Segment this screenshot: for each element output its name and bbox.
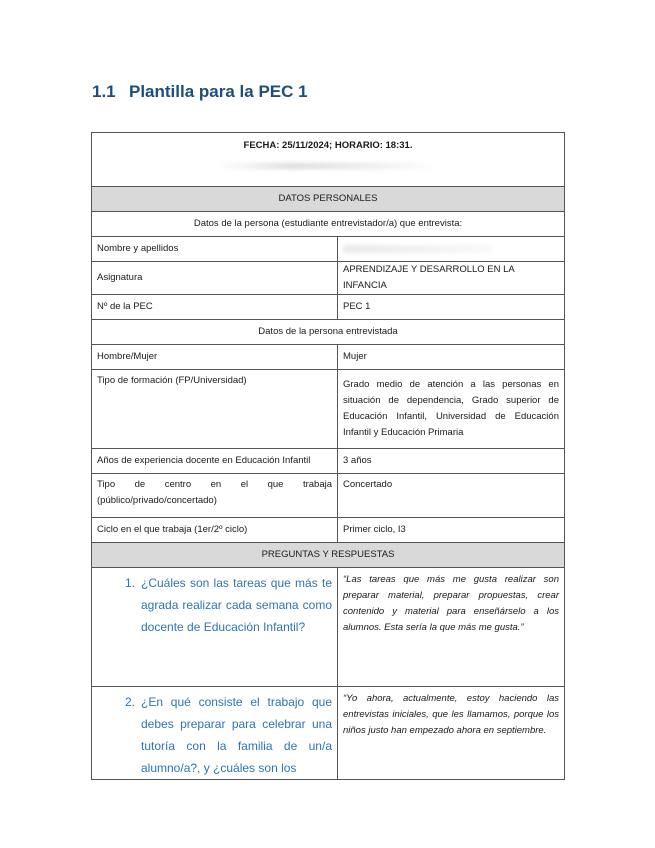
- entrevistada-row: [92, 320, 565, 345]
- answer-text: “Yo ahora, actualmente, estoy haciendo las entrevistas iniciales, que les llamamos, porque los niños justo han empezado ahora en septiembre.: [338, 687, 565, 780]
- formacion-row: [92, 370, 565, 449]
- ciclo-row: [92, 518, 565, 543]
- estudiante-header: Datos de la persona (estudiante entrevistador/a) que entrevista:: [92, 212, 565, 237]
- qa-row-1: [92, 568, 565, 687]
- redacted-name: [343, 245, 493, 253]
- formacion-value: Grado medio de atención a las personas en situación de dependencia, Grado superior de Educación Infantil, Universidad de Educación Infantil y Educación Primaria: [338, 370, 565, 449]
- asignatura-label: Asignatura: [92, 262, 338, 295]
- question-cell: [92, 687, 338, 780]
- centro-label-line1: Tipo de centro en el que trabaja: [97, 479, 332, 490]
- fecha-row: [92, 133, 565, 187]
- nombre-row: [92, 237, 565, 262]
- preguntas-row: [92, 543, 565, 568]
- section-title: Plantilla para la PEC 1: [129, 82, 308, 101]
- fecha-text: FECHA: 25/11/2024; HORARIO: 18:31.: [243, 140, 413, 151]
- centro-label-line2: (público/privado/concertado): [97, 495, 217, 506]
- asignatura-row: [92, 262, 565, 295]
- experiencia-value: 3 años: [338, 449, 565, 474]
- fecha-cell: [92, 133, 565, 187]
- asignatura-value: APRENDIZAJE Y DESARROLLO EN LA INFANCIA: [338, 262, 565, 295]
- experiencia-label: Años de experiencia docente en Educación Infantil: [92, 449, 338, 474]
- section-heading: [92, 82, 308, 102]
- sexo-label: Hombre/Mujer: [92, 345, 338, 370]
- question-text: ¿En qué consiste el trabajo que debes preparar para celebrar una tutoría con la familia de un/a alumno/a?, y ¿cuáles son los: [141, 695, 332, 775]
- nombre-value: [338, 237, 565, 262]
- ciclo-label: Ciclo en el que trabaja (1er/2º ciclo): [92, 518, 338, 543]
- answer-text: “Las tareas que más me gusta realizar son preparar material, preparar propuestas, crear contenido y material para enseñárselo a los alumnos. Esta sería la que más me gusta.”: [338, 568, 565, 687]
- pec-value: PEC 1: [338, 295, 565, 320]
- preguntas-header: PREGUNTAS Y RESPUESTAS: [92, 543, 565, 568]
- ciclo-value: Primer ciclo, I3: [338, 518, 565, 543]
- sexo-value: Mujer: [338, 345, 565, 370]
- centro-label: [92, 474, 338, 518]
- redacted-text: [218, 163, 438, 169]
- datos-personales-header: DATOS PERSONALES: [92, 187, 565, 212]
- question-number: 2.: [124, 695, 135, 709]
- question-cell: [92, 568, 338, 687]
- question-text: ¿Cuáles son las tareas que más te agrada realizar cada semana como docente de Educación Infantil?: [141, 576, 332, 634]
- formacion-label: Tipo de formación (FP/Universidad): [92, 370, 338, 449]
- section-number: 1.1: [92, 82, 116, 101]
- question-number: 1.: [124, 576, 135, 590]
- nombre-label: Nombre y apellidos: [92, 237, 338, 262]
- pec-template-table: [91, 132, 565, 780]
- pec-row: [92, 295, 565, 320]
- centro-value: Concertado: [338, 474, 565, 518]
- pec-label: Nº de la PEC: [92, 295, 338, 320]
- entrevistada-header: Datos de la persona entrevistada: [92, 320, 565, 345]
- qa-row-2: [92, 687, 565, 780]
- datos-personales-row: [92, 187, 565, 212]
- estudiante-row: [92, 212, 565, 237]
- centro-row: [92, 474, 565, 518]
- experiencia-row: [92, 449, 565, 474]
- sexo-row: [92, 345, 565, 370]
